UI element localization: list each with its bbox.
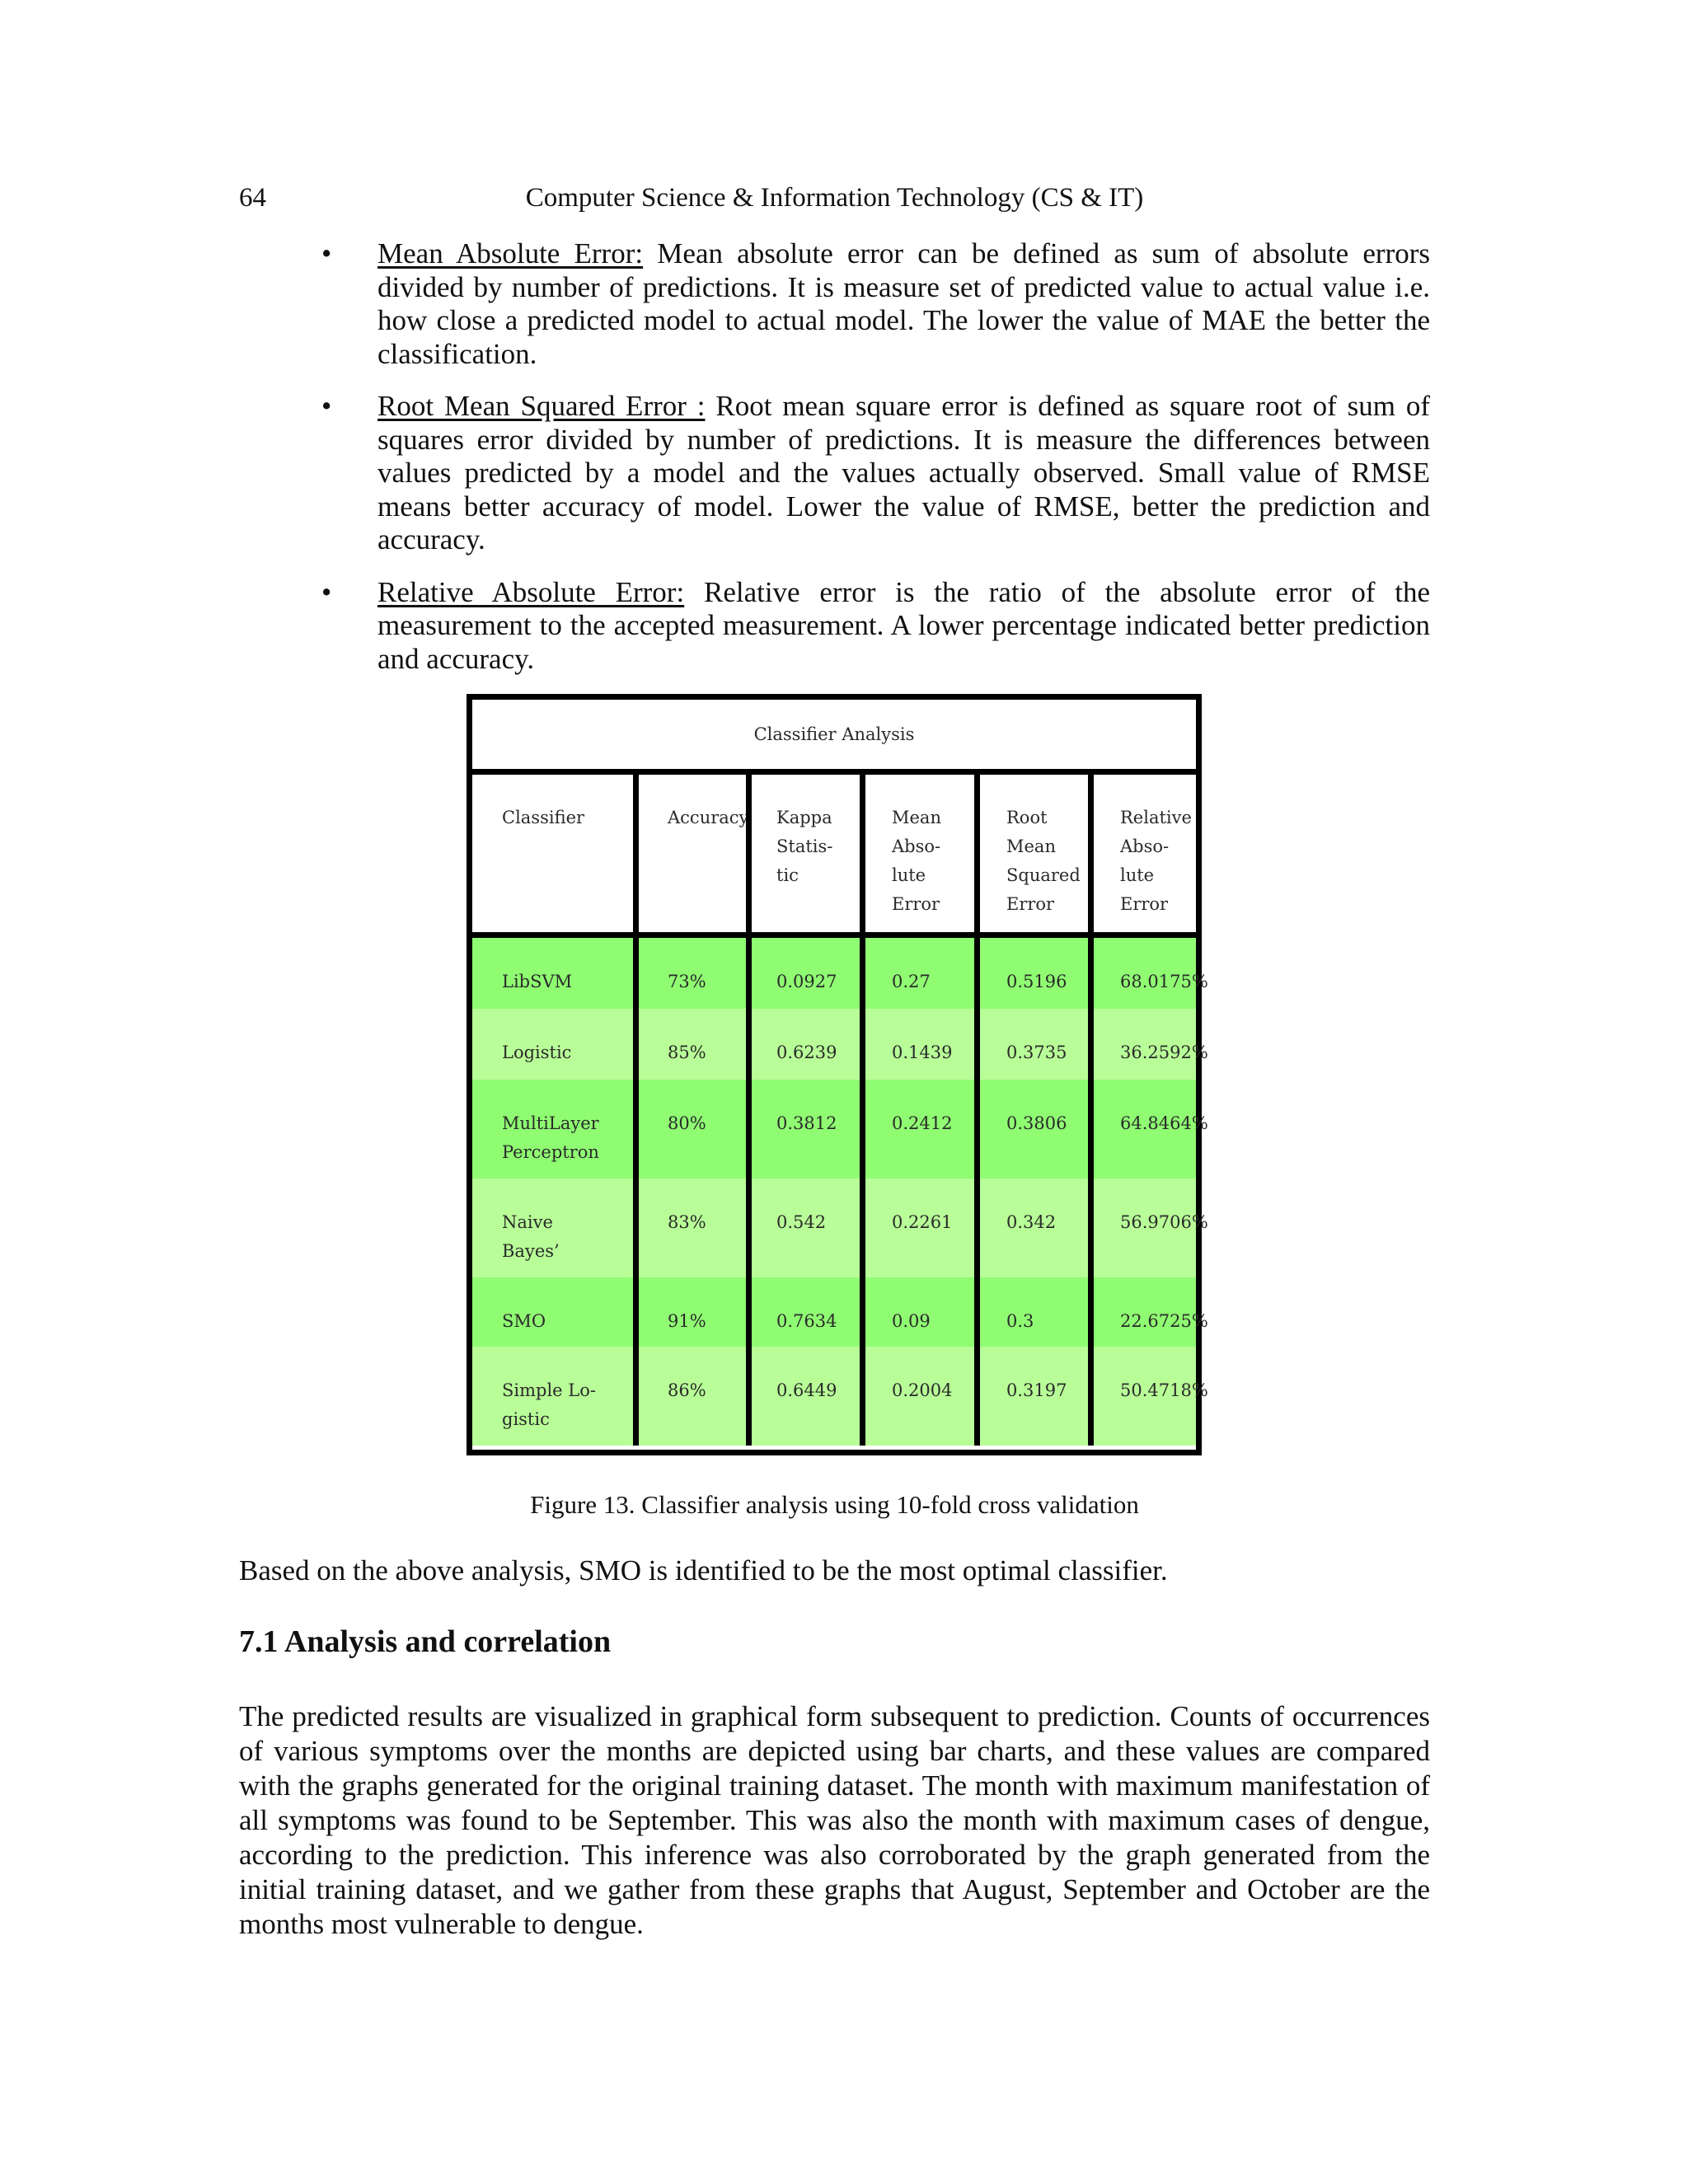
classifier-name-line: Bayes’ [502, 1241, 560, 1261]
cell-kappa: 0.7634 [746, 1277, 860, 1347]
cell-classifier [472, 1277, 633, 1347]
column-header-line: Mean [1006, 837, 1056, 856]
column-header-line: Statis- [776, 837, 833, 856]
table-row [472, 1080, 1208, 1179]
table-body [472, 938, 1208, 1446]
column-header-kappa [746, 775, 860, 932]
cell-rmse: 0.342 [974, 1179, 1088, 1277]
cell-accuracy: 73% [633, 938, 746, 1009]
definition-root-mean-squared-error [239, 390, 1430, 557]
cell-accuracy: 91% [633, 1277, 746, 1347]
cell-rae: 22.6725% [1088, 1277, 1196, 1347]
term-label: Mean Absolute Error: [377, 237, 644, 269]
cell-rae: 36.2592% [1088, 1009, 1196, 1080]
cell-rae: 64.8464% [1088, 1080, 1196, 1179]
column-header-classifier [472, 775, 633, 932]
cell-mae: 0.2261 [860, 1179, 974, 1277]
cell-rae: 56.9706% [1088, 1179, 1196, 1277]
classifier-name-line: LibSVM [502, 972, 573, 991]
column-header-rae [1088, 775, 1196, 932]
column-header-line: Squared [1006, 865, 1081, 885]
column-header-line: Classifier [502, 808, 585, 827]
cell-rmse: 0.3735 [974, 1009, 1088, 1080]
classifier-name-line: SMO [502, 1311, 546, 1331]
classifier-analysis-table [467, 694, 1208, 1455]
cell-rae: 50.4718% [1088, 1347, 1196, 1446]
classifier-name-line: MultiLayer [502, 1113, 599, 1133]
cell-mae: 0.2004 [860, 1347, 974, 1446]
cell-classifier [472, 1080, 633, 1179]
cell-mae: 0.27 [860, 938, 974, 1009]
cell-rmse: 0.3197 [974, 1347, 1088, 1446]
cell-rae: 68.0175% [1088, 938, 1196, 1009]
cell-kappa: 0.3812 [746, 1080, 860, 1179]
running-header [239, 183, 1430, 221]
cell-accuracy: 80% [633, 1080, 746, 1179]
term-label: Root Mean Squared Error : [377, 390, 706, 422]
column-header-rmse [974, 775, 1088, 932]
column-header-line: Relative [1120, 808, 1192, 827]
cell-classifier [472, 1179, 633, 1277]
column-header-line: lute [892, 865, 926, 885]
cell-accuracy: 86% [633, 1347, 746, 1446]
cell-classifier [472, 1347, 633, 1446]
section-heading: 7.1 Analysis and correlation [239, 1624, 612, 1659]
page-number: 64 [239, 183, 266, 213]
column-header-line: Abso- [1120, 837, 1170, 856]
table-header-row [472, 775, 1196, 938]
column-header-line: tic [776, 865, 799, 885]
journal-title: Computer Science & Information Technology (CS & IT) [525, 183, 1144, 213]
classifier-name-line: Perceptron [502, 1142, 599, 1162]
cell-rmse: 0.3806 [974, 1080, 1088, 1179]
analysis-paragraph: The predicted results are visualized in graphical form subsequent to prediction. Counts of occurrences of various symptoms over the months are depicted using bar charts, and these values are compared with the graphs generated for the original training dataset. The month with maximum manifestation of all symptoms was found to be September. This was also the month with maximum cases of dengue, according to the prediction. This inference was also corroborated by the graph generated from the initial training dataset, and we gather from these graphs that August, September and October are the months most vulnerable to dengue. [239, 1700, 1430, 1940]
definition-mean-absolute-error [239, 237, 1430, 371]
metric-definitions-list [239, 237, 1430, 695]
cell-kappa: 0.6449 [746, 1347, 860, 1446]
cell-mae: 0.1439 [860, 1009, 974, 1080]
conclusion-sentence: Based on the above analysis, SMO is identified to be the most optimal classifier. [239, 1554, 1168, 1586]
cell-accuracy: 83% [633, 1179, 746, 1277]
definition-text: Root mean square error is defined as square root of sum of squares error divided by number of predictions. It is measure the differences between values predicted by a model and the values actually observed. Small value of RMSE means better accuracy of model. Lower the value of RMSE, better the prediction and accuracy. [377, 390, 1430, 555]
column-header-mae [860, 775, 974, 932]
column-header-line: Error [1120, 894, 1169, 914]
cell-mae: 0.2412 [860, 1080, 974, 1179]
definition-text: Mean absolute error can be defined as sum of absolute errors divided by number of predictions. It is measure set of predicted value to actual value i.e. how close a predicted model to actual model. The lower the value of MAE the better the classification. [377, 237, 1431, 370]
table-row [472, 938, 1208, 1009]
figure-caption: Figure 13. Classifier analysis using 10-fold cross validation [530, 1490, 1139, 1519]
classifier-name-line: Naive [502, 1212, 553, 1232]
classifier-name-line: gistic [502, 1409, 550, 1429]
column-header-line: lute [1120, 865, 1155, 885]
term-label: Relative Absolute Error: [377, 575, 685, 608]
column-header-accuracy [633, 775, 749, 932]
column-header-line: Accuracy [668, 808, 749, 827]
cell-kappa: 0.0927 [746, 938, 860, 1009]
cell-kappa: 0.542 [746, 1179, 860, 1277]
definition-relative-absolute-error [239, 576, 1430, 677]
cell-kappa: 0.6239 [746, 1009, 860, 1080]
column-header-line: Error [1006, 894, 1055, 914]
cell-rmse: 0.5196 [974, 938, 1088, 1009]
table-row [472, 1179, 1208, 1277]
cell-mae: 0.09 [860, 1277, 974, 1347]
table-row [472, 1277, 1208, 1347]
column-header-line: Root [1006, 808, 1048, 827]
column-header-line: Abso- [892, 837, 941, 856]
cell-classifier [472, 938, 633, 1009]
cell-classifier [472, 1009, 633, 1080]
cell-rmse: 0.3 [974, 1277, 1088, 1347]
column-header-line: Error [892, 894, 940, 914]
classifier-name-line: Logistic [502, 1043, 572, 1062]
table-row [472, 1347, 1208, 1446]
table-title: Classifier Analysis [472, 700, 1196, 775]
classifier-name-line: Simple Lo- [502, 1380, 596, 1400]
cell-accuracy: 85% [633, 1009, 746, 1080]
table-row [472, 1009, 1208, 1080]
column-header-line: Kappa [776, 808, 832, 827]
column-header-line: Mean [892, 808, 941, 827]
definition-text: Relative error is the ratio of the absolute error of the measurement to the accepted measurement. A lower percentage indicated better prediction and accuracy. [377, 575, 1431, 675]
